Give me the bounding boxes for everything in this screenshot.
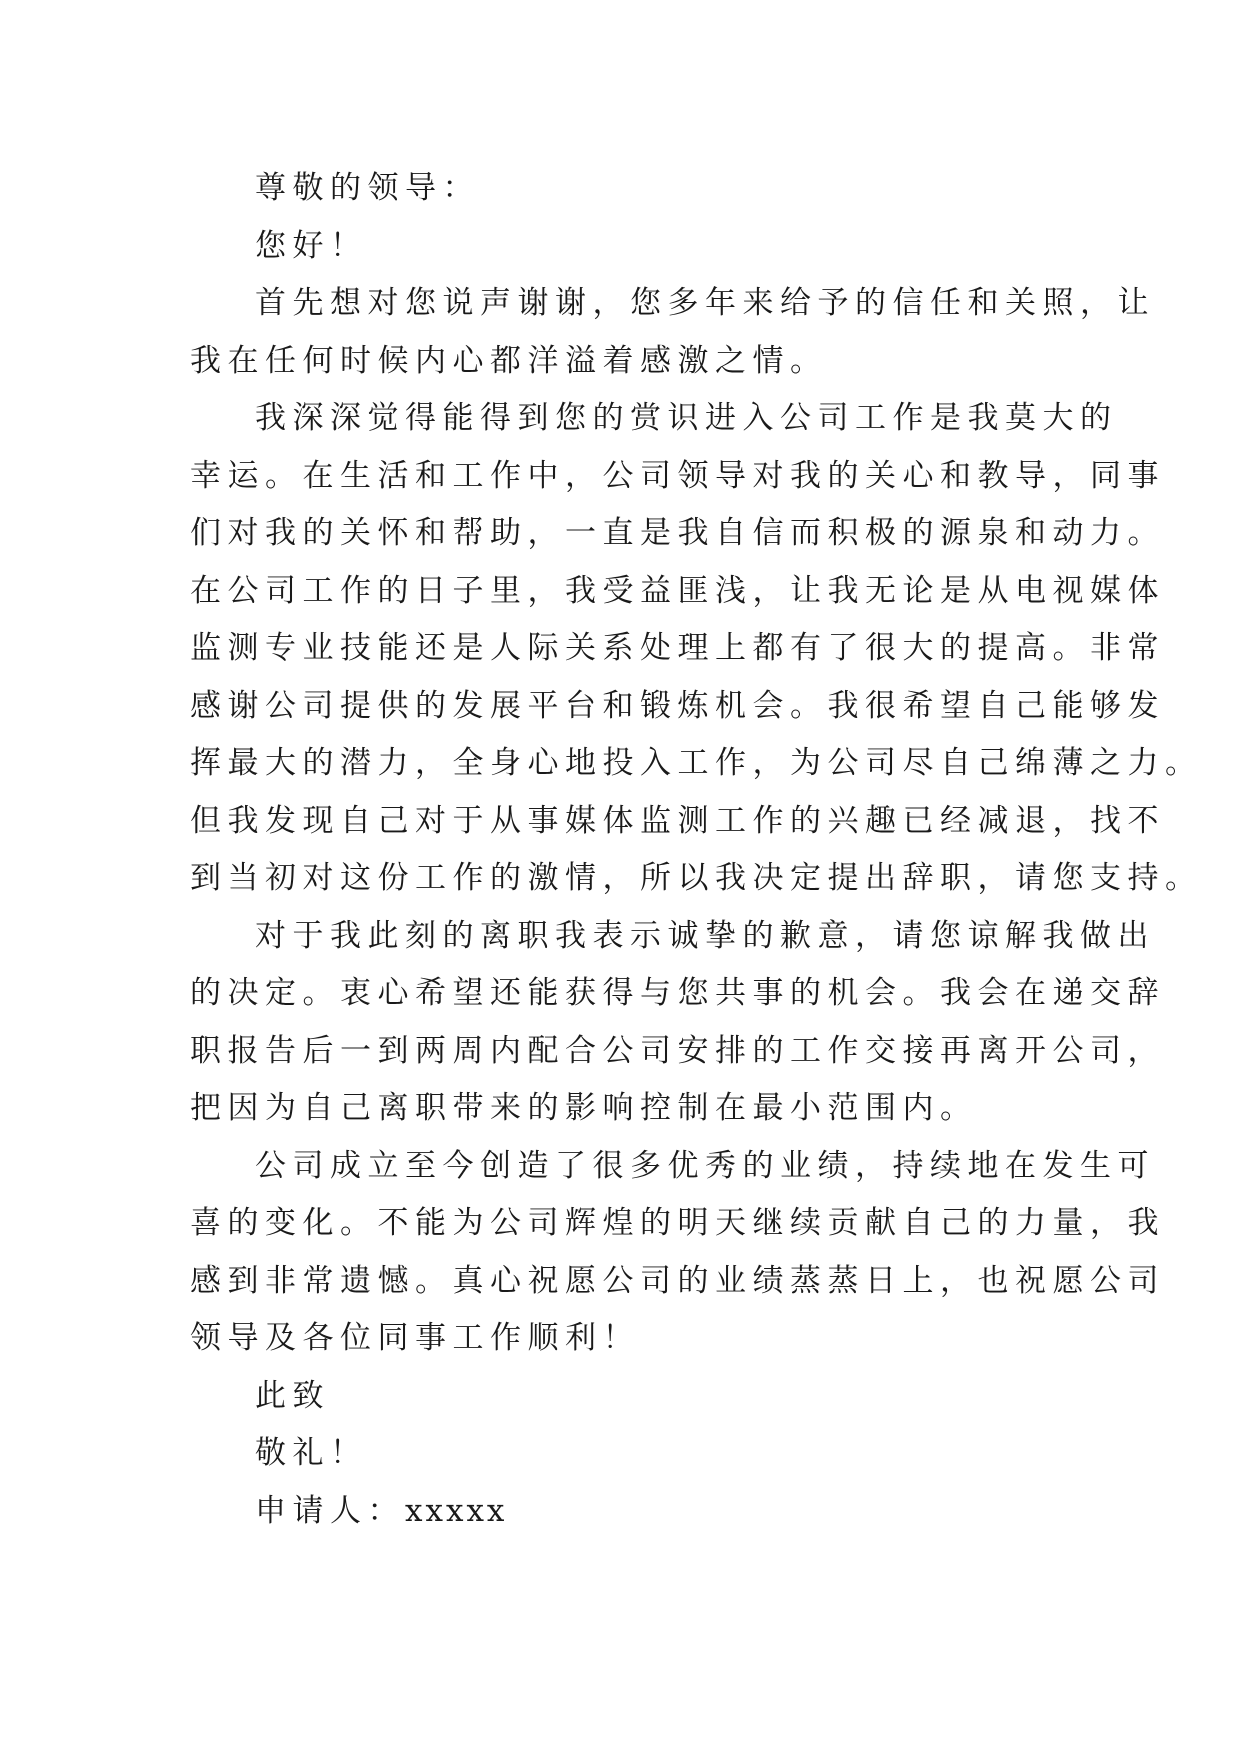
paragraph-line: 监测专业技能还是人际关系处理上都有了很大的提高。非常 — [190, 630, 1165, 666]
applicant-name: xxxxx — [405, 1492, 508, 1529]
paragraph-line: 公司成立至今创造了很多优秀的业绩，持续地在发生可 — [255, 1147, 1155, 1184]
salutation: 尊敬的领导： — [255, 170, 480, 206]
paragraph-line: 我在任何时候内心都洋溢着感激之情。 — [190, 342, 828, 379]
resignation-letter — [190, 160, 1203, 1540]
paragraph-wishes — [190, 1138, 1165, 1368]
paragraph-line: 对于我此刻的离职我表示诚挚的歉意，请您谅解我做出 — [255, 917, 1155, 954]
paragraph-gratitude — [190, 390, 1203, 908]
paragraph-line: 领导及各位同事工作顺利！ — [190, 1320, 640, 1356]
paragraph-line: 但我发现自己对于从事媒体监测工作的兴趣已经减退，找不 — [190, 802, 1165, 839]
paragraph-line: 们对我的关怀和帮助，一直是我自信而积极的源泉和动力。 — [190, 515, 1165, 551]
paragraph-line: 喜的变化。不能为公司辉煌的明天继续贡献自己的力量，我 — [190, 1205, 1165, 1241]
applicant-signature — [190, 1483, 1070, 1541]
closing-line-1: 此致 — [255, 1377, 330, 1414]
paragraph-line: 到当初对这份工作的激情，所以我决定提出辞职，请您支持。 — [190, 860, 1203, 896]
paragraph-line: 把因为自己离职带来的影响控制在最小范围内。 — [190, 1090, 978, 1126]
closing-line-2: 敬礼！ — [255, 1435, 368, 1471]
paragraph-thanks — [190, 275, 1155, 390]
paragraph-line: 的决定。衷心希望还能获得与您共事的机会。我会在递交辞 — [190, 975, 1165, 1011]
paragraph-apology — [190, 908, 1165, 1138]
paragraph-line: 职报告后一到两周内配合公司安排的工作交接再离开公司， — [190, 1032, 1165, 1069]
paragraph-line: 我深深觉得能得到您的赏识进入公司工作是我莫大的 — [255, 400, 1118, 436]
paragraph-line: 感到非常遗憾。真心祝愿公司的业绩蒸蒸日上，也祝愿公司 — [190, 1262, 1165, 1299]
paragraph-line: 首先想对您说声谢谢，您多年来给予的信任和关照，让 — [255, 285, 1155, 321]
paragraph-line: 在公司工作的日子里，我受益匪浅，让我无论是从电视媒体 — [190, 572, 1165, 609]
applicant-label: 申请人： — [255, 1492, 405, 1529]
paragraph-line: 幸运。在生活和工作中，公司领导对我的关心和教导，同事 — [190, 457, 1165, 494]
paragraph-line: 感谢公司提供的发展平台和锻炼机会。我很希望自己能够发 — [190, 687, 1165, 724]
greeting: 您好！ — [255, 227, 368, 264]
paragraph-line: 挥最大的潜力，全身心地投入工作，为公司尽自己绵薄之力。 — [190, 745, 1203, 781]
